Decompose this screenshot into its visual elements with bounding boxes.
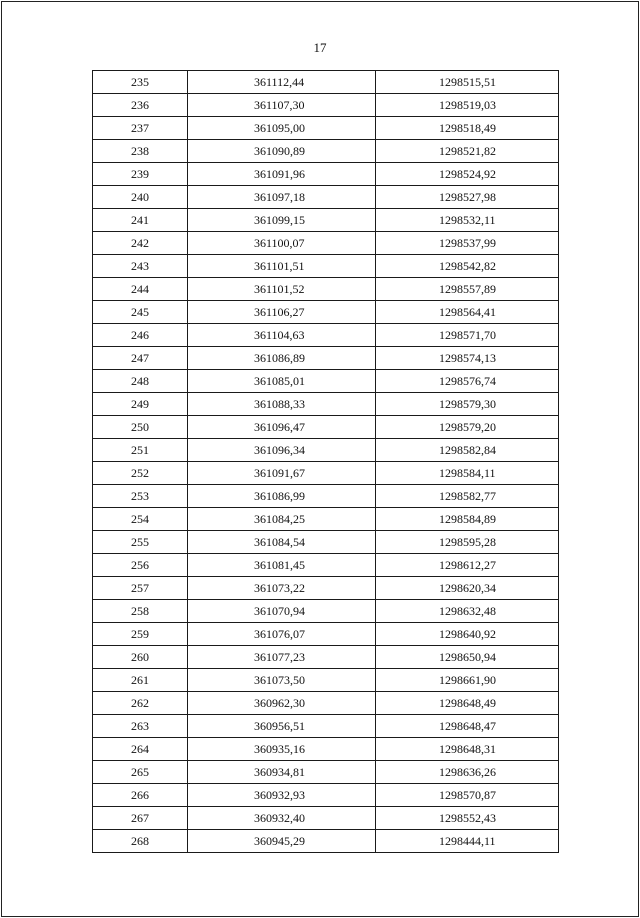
y-coordinate-cell: 1298640,92 xyxy=(376,623,559,646)
x-coordinate-cell: 361104,63 xyxy=(188,324,376,347)
table-row xyxy=(93,807,559,830)
point-number-cell: 253 xyxy=(93,485,188,508)
x-coordinate-cell: 361084,25 xyxy=(188,508,376,531)
x-coordinate-cell: 361095,00 xyxy=(188,117,376,140)
x-coordinate-cell: 361086,89 xyxy=(188,347,376,370)
table-row xyxy=(93,393,559,416)
y-coordinate-cell: 1298532,11 xyxy=(376,209,559,232)
point-number-cell: 259 xyxy=(93,623,188,646)
table-row xyxy=(93,163,559,186)
point-number-cell: 244 xyxy=(93,278,188,301)
table-row xyxy=(93,278,559,301)
table-row xyxy=(93,646,559,669)
table-row xyxy=(93,669,559,692)
x-coordinate-cell: 361088,33 xyxy=(188,393,376,416)
point-number-cell: 246 xyxy=(93,324,188,347)
y-coordinate-cell: 1298650,94 xyxy=(376,646,559,669)
table-row xyxy=(93,232,559,255)
x-coordinate-cell: 361096,34 xyxy=(188,439,376,462)
table-row xyxy=(93,301,559,324)
point-number-cell: 261 xyxy=(93,669,188,692)
table-row xyxy=(93,462,559,485)
table-row xyxy=(93,416,559,439)
x-coordinate-cell: 361084,54 xyxy=(188,531,376,554)
x-coordinate-cell: 361101,51 xyxy=(188,255,376,278)
y-coordinate-cell: 1298648,47 xyxy=(376,715,559,738)
point-number-cell: 263 xyxy=(93,715,188,738)
x-coordinate-cell: 361096,47 xyxy=(188,416,376,439)
point-number-cell: 264 xyxy=(93,738,188,761)
y-coordinate-cell: 1298557,89 xyxy=(376,278,559,301)
table-row xyxy=(93,715,559,738)
table-row xyxy=(93,692,559,715)
y-coordinate-cell: 1298519,03 xyxy=(376,94,559,117)
x-coordinate-cell: 361107,30 xyxy=(188,94,376,117)
point-number-cell: 248 xyxy=(93,370,188,393)
x-coordinate-cell: 361090,89 xyxy=(188,140,376,163)
point-number-cell: 241 xyxy=(93,209,188,232)
point-number-cell: 243 xyxy=(93,255,188,278)
table-row xyxy=(93,71,559,94)
table-row xyxy=(93,623,559,646)
y-coordinate-cell: 1298648,49 xyxy=(376,692,559,715)
coordinates-table xyxy=(92,70,559,853)
table-row xyxy=(93,531,559,554)
table-row xyxy=(93,439,559,462)
x-coordinate-cell: 361106,27 xyxy=(188,301,376,324)
point-number-cell: 266 xyxy=(93,784,188,807)
x-coordinate-cell: 361099,15 xyxy=(188,209,376,232)
table-row xyxy=(93,761,559,784)
x-coordinate-cell: 360932,93 xyxy=(188,784,376,807)
point-number-cell: 255 xyxy=(93,531,188,554)
table-row xyxy=(93,209,559,232)
point-number-cell: 254 xyxy=(93,508,188,531)
y-coordinate-cell: 1298576,74 xyxy=(376,370,559,393)
y-coordinate-cell: 1298444,11 xyxy=(376,830,559,853)
y-coordinate-cell: 1298584,11 xyxy=(376,462,559,485)
point-number-cell: 256 xyxy=(93,554,188,577)
x-coordinate-cell: 361076,07 xyxy=(188,623,376,646)
x-coordinate-cell: 360935,16 xyxy=(188,738,376,761)
table-row xyxy=(93,830,559,853)
point-number-cell: 260 xyxy=(93,646,188,669)
coordinates-table-body xyxy=(93,71,559,853)
y-coordinate-cell: 1298595,28 xyxy=(376,531,559,554)
table-row xyxy=(93,485,559,508)
table-row xyxy=(93,94,559,117)
y-coordinate-cell: 1298518,49 xyxy=(376,117,559,140)
table-row xyxy=(93,370,559,393)
y-coordinate-cell: 1298570,87 xyxy=(376,784,559,807)
x-coordinate-cell: 361086,99 xyxy=(188,485,376,508)
x-coordinate-cell: 361073,22 xyxy=(188,577,376,600)
y-coordinate-cell: 1298584,89 xyxy=(376,508,559,531)
point-number-cell: 257 xyxy=(93,577,188,600)
point-number-cell: 251 xyxy=(93,439,188,462)
x-coordinate-cell: 360945,29 xyxy=(188,830,376,853)
y-coordinate-cell: 1298564,41 xyxy=(376,301,559,324)
x-coordinate-cell: 360934,81 xyxy=(188,761,376,784)
y-coordinate-cell: 1298661,90 xyxy=(376,669,559,692)
point-number-cell: 247 xyxy=(93,347,188,370)
x-coordinate-cell: 360956,51 xyxy=(188,715,376,738)
table-row xyxy=(93,117,559,140)
table-row xyxy=(93,324,559,347)
x-coordinate-cell: 361112,44 xyxy=(188,71,376,94)
point-number-cell: 262 xyxy=(93,692,188,715)
point-number-cell: 268 xyxy=(93,830,188,853)
y-coordinate-cell: 1298527,98 xyxy=(376,186,559,209)
y-coordinate-cell: 1298552,43 xyxy=(376,807,559,830)
y-coordinate-cell: 1298636,26 xyxy=(376,761,559,784)
x-coordinate-cell: 361085,01 xyxy=(188,370,376,393)
table-row xyxy=(93,347,559,370)
table-row xyxy=(93,186,559,209)
y-coordinate-cell: 1298579,20 xyxy=(376,416,559,439)
x-coordinate-cell: 361081,45 xyxy=(188,554,376,577)
y-coordinate-cell: 1298521,82 xyxy=(376,140,559,163)
y-coordinate-cell: 1298515,51 xyxy=(376,71,559,94)
table-row xyxy=(93,784,559,807)
y-coordinate-cell: 1298612,27 xyxy=(376,554,559,577)
point-number-cell: 250 xyxy=(93,416,188,439)
table-row xyxy=(93,140,559,163)
point-number-cell: 265 xyxy=(93,761,188,784)
point-number-cell: 252 xyxy=(93,462,188,485)
point-number-cell: 258 xyxy=(93,600,188,623)
x-coordinate-cell: 361091,96 xyxy=(188,163,376,186)
x-coordinate-cell: 361073,50 xyxy=(188,669,376,692)
y-coordinate-cell: 1298574,13 xyxy=(376,347,559,370)
point-number-cell: 235 xyxy=(93,71,188,94)
point-number-cell: 267 xyxy=(93,807,188,830)
point-number-cell: 237 xyxy=(93,117,188,140)
point-number-cell: 239 xyxy=(93,163,188,186)
point-number-cell: 240 xyxy=(93,186,188,209)
table-row xyxy=(93,554,559,577)
point-number-cell: 242 xyxy=(93,232,188,255)
y-coordinate-cell: 1298571,70 xyxy=(376,324,559,347)
table-row xyxy=(93,508,559,531)
table-row xyxy=(93,738,559,761)
y-coordinate-cell: 1298648,31 xyxy=(376,738,559,761)
point-number-cell: 236 xyxy=(93,94,188,117)
table-row xyxy=(93,255,559,278)
x-coordinate-cell: 361070,94 xyxy=(188,600,376,623)
y-coordinate-cell: 1298620,34 xyxy=(376,577,559,600)
y-coordinate-cell: 1298632,48 xyxy=(376,600,559,623)
table-row xyxy=(93,577,559,600)
y-coordinate-cell: 1298582,84 xyxy=(376,439,559,462)
y-coordinate-cell: 1298579,30 xyxy=(376,393,559,416)
x-coordinate-cell: 361091,67 xyxy=(188,462,376,485)
y-coordinate-cell: 1298524,92 xyxy=(376,163,559,186)
x-coordinate-cell: 361097,18 xyxy=(188,186,376,209)
page-number: 17 xyxy=(313,40,327,55)
table-row xyxy=(93,600,559,623)
x-coordinate-cell: 360962,30 xyxy=(188,692,376,715)
x-coordinate-cell: 361077,23 xyxy=(188,646,376,669)
y-coordinate-cell: 1298542,82 xyxy=(376,255,559,278)
x-coordinate-cell: 361101,52 xyxy=(188,278,376,301)
y-coordinate-cell: 1298582,77 xyxy=(376,485,559,508)
point-number-cell: 238 xyxy=(93,140,188,163)
y-coordinate-cell: 1298537,99 xyxy=(376,232,559,255)
point-number-cell: 245 xyxy=(93,301,188,324)
point-number-cell: 249 xyxy=(93,393,188,416)
x-coordinate-cell: 360932,40 xyxy=(188,807,376,830)
x-coordinate-cell: 361100,07 xyxy=(188,232,376,255)
